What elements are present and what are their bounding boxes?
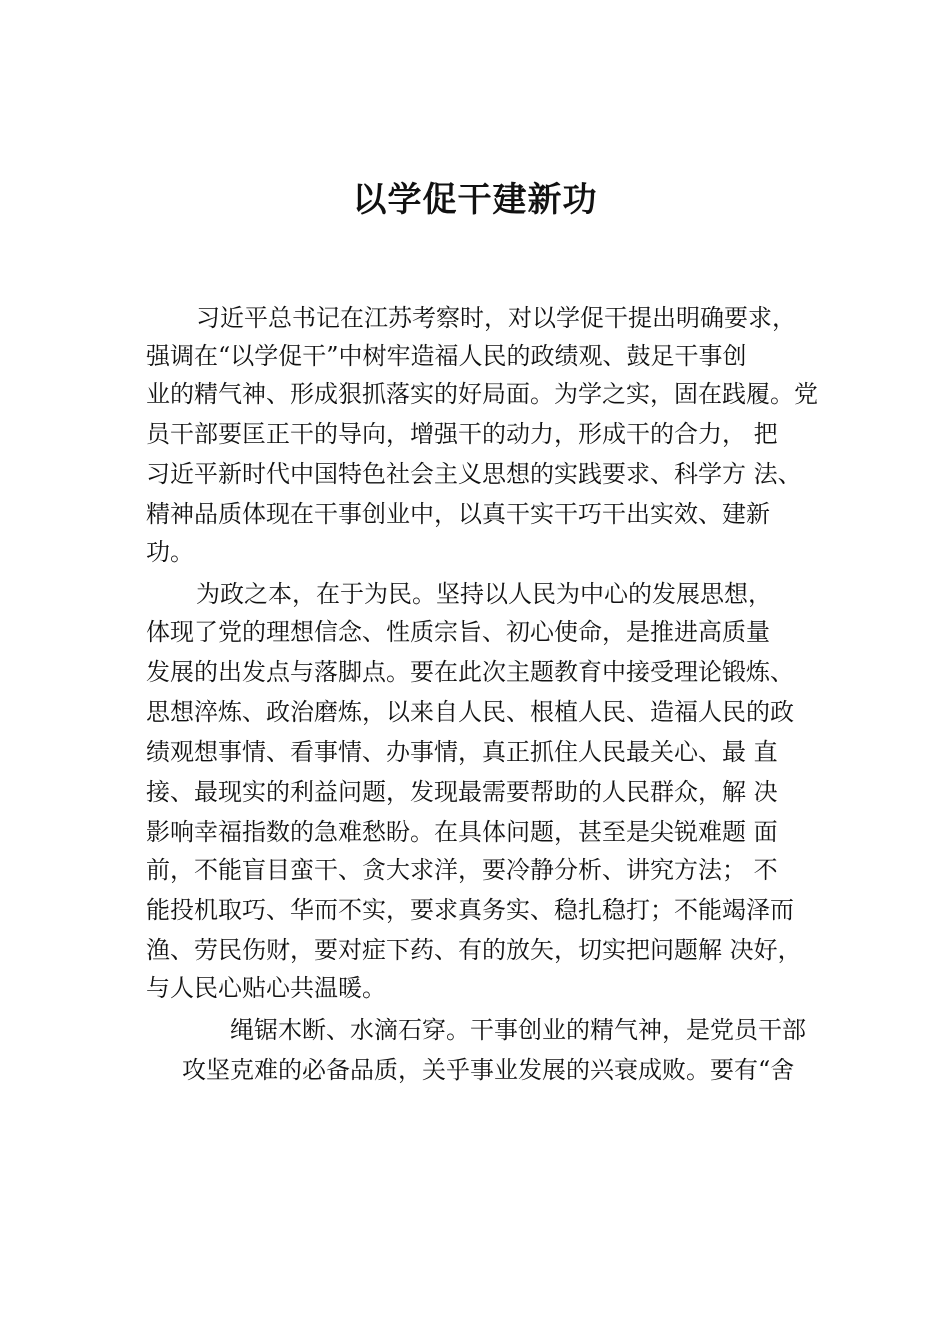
text-line: 能投机取巧、华而不实，要求真务实、稳扎稳打；不能竭泽而 bbox=[146, 896, 794, 924]
text-line: 渔、劳民伤财，要对症下药、有的放矢，切实把问题解 决好， bbox=[146, 936, 802, 964]
text-line: 攻坚克难的必备品质，关乎事业发展的兴衰成败。要有“舍 bbox=[182, 1056, 795, 1084]
text-line: 习近平总书记在江苏考察时，对以学促干提出明确要求， bbox=[196, 304, 796, 332]
text-line: 前，不能盲目蛮干、贪大求洋，要冷静分析、讲究方法； 不 bbox=[146, 856, 778, 884]
text-line: 精神品质体现在干事创业中，以真干实干巧干出实效、建新 bbox=[146, 500, 770, 528]
text-line: 体现了党的理想信念、性质宗旨、初心使命，是推进高质量 bbox=[146, 618, 770, 646]
document-title: 以学促干建新功 bbox=[352, 180, 598, 220]
text-line: 与人民心贴心共温暖。 bbox=[146, 974, 386, 1002]
text-line: 强调在“以学促干”中树牢造福人民的政绩观、鼓足干事创 bbox=[146, 342, 747, 370]
text-line: 业的精气神、形成狠抓落实的好局面。为学之实，固在践履。党 bbox=[146, 380, 818, 408]
text-line: 接、最现实的利益问题，发现最需要帮助的人民群众，解 决 bbox=[146, 778, 778, 806]
text-line: 功。 bbox=[146, 538, 194, 566]
text-line: 员干部要匡正干的导向，增强干的动力，形成干的合力， 把 bbox=[146, 420, 778, 448]
text-line: 绩观想事情、看事情、办事情，真正抓住人民最关心、最 直 bbox=[146, 738, 778, 766]
text-line: 发展的出发点与落脚点。要在此次主题教育中接受理论锻炼、 bbox=[146, 658, 794, 686]
text-line: 绳锯木断、水滴石穿。干事创业的精气神，是党员干部 bbox=[230, 1016, 806, 1044]
text-line: 影响幸福指数的急难愁盼。在具体问题，甚至是尖锐难题 面 bbox=[146, 818, 778, 846]
text-line: 为政之本，在于为民。坚持以人民为中心的发展思想， bbox=[196, 580, 772, 608]
text-line: 思想淬炼、政治磨炼，以来自人民、根植人民、造福人民的政 bbox=[146, 698, 794, 726]
text-line: 习近平新时代中国特色社会主义思想的实践要求、科学方 法、 bbox=[146, 460, 802, 488]
